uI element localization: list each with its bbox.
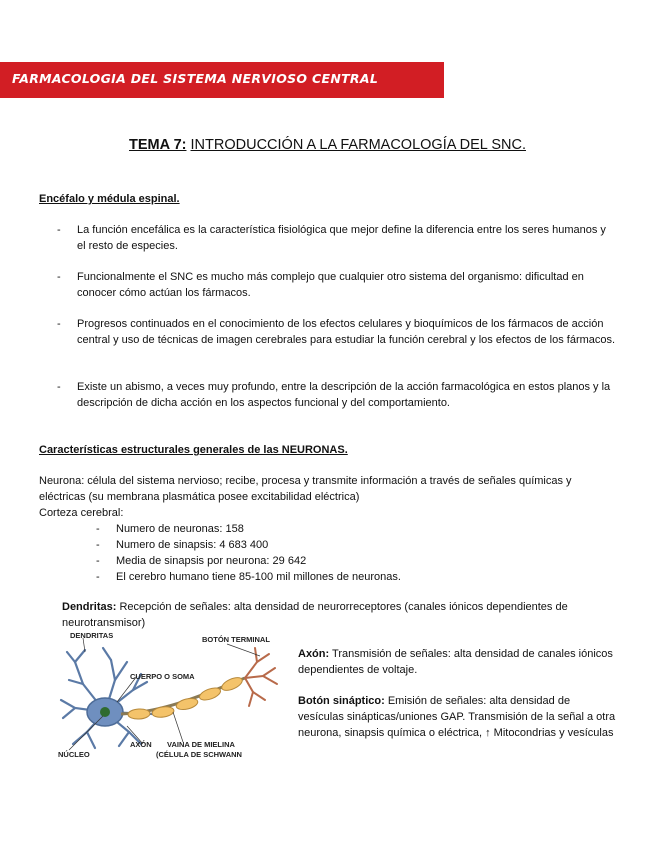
stat-text: Numero de sinapsis: 4 683 400 [116, 539, 269, 551]
title-text: INTRODUCCIÓN A LA FARMACOLOGÍA DEL SNC. [190, 137, 526, 153]
bullet-text: Existe un abismo, a veces muy profundo, entre la descripción de la acción farmacológica en estos planos y la descripción de dicha acción en los aspectos funcional y del comportamiento. [77, 381, 611, 409]
dendritas-text: Recepción de señales: alta densidad de neurorreceptores (canales iónicos dependientes de neurotransmisor) [62, 601, 568, 629]
stat-text: Numero de neuronas: 158 [116, 523, 244, 535]
bullet-text: La función encefálica es la característica fisiológica que mejor define la diferencia entre los seres humanos y el resto de especies. [77, 224, 606, 252]
axon-description [298, 646, 618, 678]
boton-term: Botón sináptico: [298, 695, 385, 707]
label-nucleo: NÚCLEO [58, 750, 90, 759]
label-vaina-mielina: VAINA DE MIELINA [167, 740, 235, 749]
header-banner [0, 62, 444, 98]
cortex-label: Corteza cerebral: [39, 507, 124, 519]
label-axon: AXÓN [130, 740, 152, 749]
banner-text: FARMACOLOGIA DEL SISTEMA NERVIOSO CENTRAL [12, 71, 379, 86]
page-title [0, 137, 655, 153]
section2-heading: Características estructurales generales de las NEURONAS. [39, 444, 348, 456]
neuron-definition: Neurona: célula del sistema nervioso; recibe, procesa y transmite información a través de señales químicas y eléctricas (su membrana plasmática posee excitabilidad eléctrica) [39, 475, 572, 503]
label-dendritas: DENDRITAS [70, 631, 114, 640]
boton-description [298, 693, 618, 741]
label-celula-schwann: (CÉLULA DE SCHWANN [156, 750, 242, 759]
axon-text: Transmisión de señales: alta densidad de canales iónicos dependientes de voltaje. [298, 648, 613, 676]
boton-text: Emisión de señales: alta densidad de vesículas sinápticas/uniones GAP. Transmisión de la señal a otra neurona, sinapsis química o eléctrica, ↑ Mitocondrias y vesículas [298, 695, 616, 739]
neuron-diagram [55, 632, 290, 757]
label-boton-terminal: BOTÓN TERMINAL [202, 635, 270, 644]
stat-text: El cerebro humano tiene 85-100 mil millones de neuronas. [116, 571, 401, 583]
axon-term: Axón: [298, 648, 330, 660]
stat-text: Media de sinapsis por neurona: 29 642 [116, 555, 307, 567]
bullet-text: Progresos continuados en el conocimiento de los efectos celulares y bioquímicos de los fármacos de acción central y uso de técnicas de imagen cerebrales para estudiar la función cerebral y los efectos de los fármacos. [77, 318, 616, 346]
bullet-text: Funcionalmente el SNC es mucho más complejo que cualquier otro sistema del organismo: dificultad en conocer cómo actúan los fármacos. [77, 271, 584, 299]
label-cuerpo-soma: CUERPO O SOMA [130, 672, 195, 681]
section1-heading: Encéfalo y médula espinal. [39, 193, 180, 205]
dendritas-description [62, 599, 614, 631]
title-label: TEMA 7: [129, 137, 187, 153]
dendritas-term: Dendritas: [62, 601, 117, 613]
